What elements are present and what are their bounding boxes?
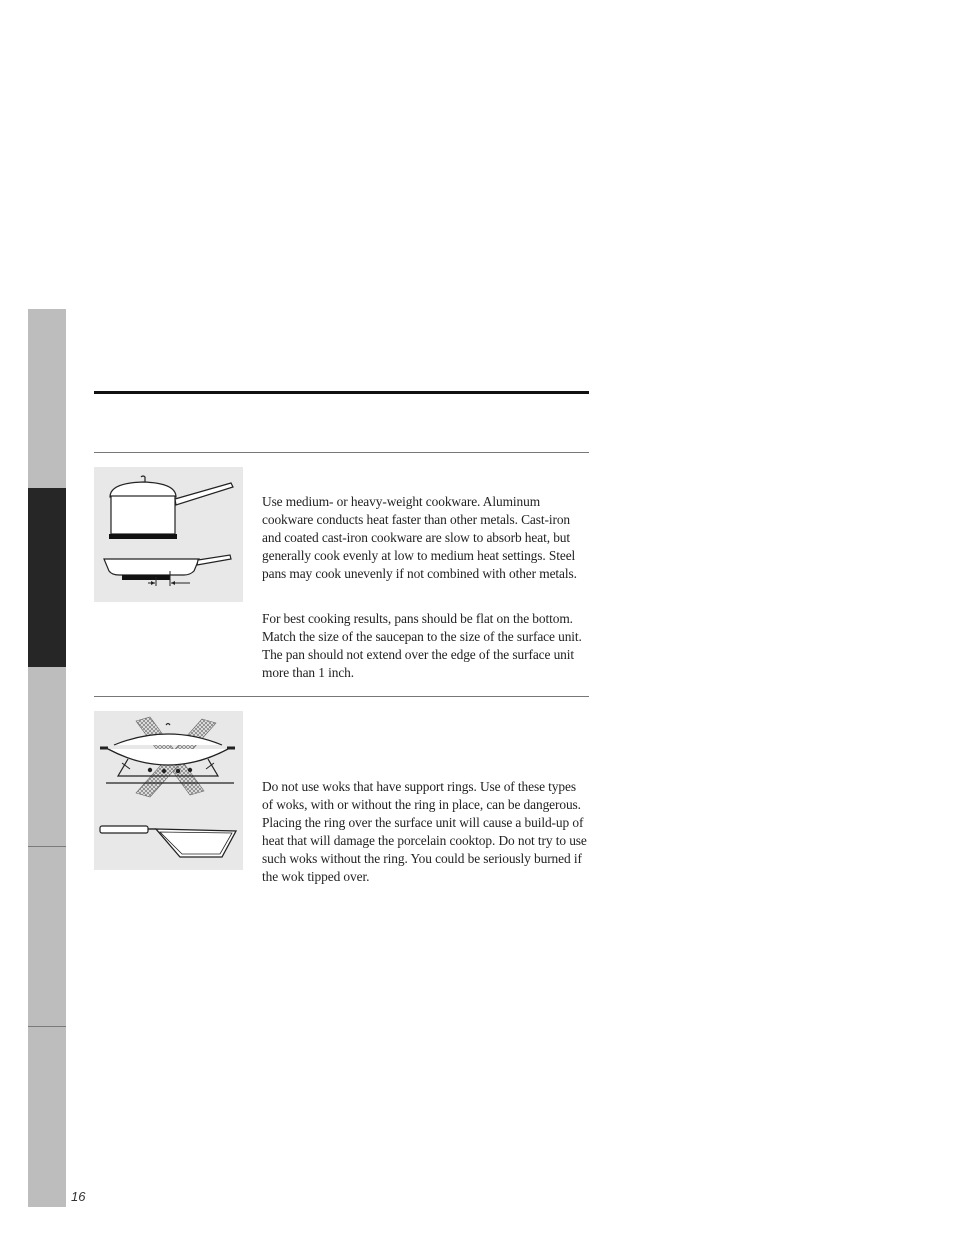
cookware-illustration (94, 467, 243, 602)
cookware-paragraph-2: For best cooking results, pans should be flat on the bottom. Match the size of the saucepan to the size of the surface unit. The pan should not extend over the edge of the surface unit more than 1 inch. (262, 611, 582, 680)
side-tab-5 (28, 1027, 66, 1207)
side-tab-active (28, 488, 66, 667)
wok-drawing (94, 711, 243, 870)
section-divider (94, 696, 589, 697)
page-number: 16 (71, 1189, 86, 1204)
side-tab-1 (28, 309, 66, 488)
saucepan-skillet-drawing (94, 467, 243, 602)
wok-paragraph: Do not use woks that have support rings. Use of these types of woks, with or without the ring in place, can be dangerous. Placing the ring over the surface unit will cause a build-up of heat that will damage the porcelain cooktop. Do not try to use such woks without the ring. You could be seriously burned if the wok tipped over. (262, 779, 587, 884)
cookware-paragraph-1: Use medium- or heavy-weight cookware. Aluminum cookware conducts heat faster than other metals. Cast-iron and coated cast-iron cookware are slow to absorb heat, but generally cook evenly at low to medium heat settings. Steel pans may cook unevenly if not combined with other metals. (262, 494, 577, 581)
section-divider (94, 452, 589, 453)
section-header-rule (94, 391, 589, 394)
side-tab-4 (28, 847, 66, 1026)
side-tab-3 (28, 667, 66, 846)
wok-illustration (94, 711, 243, 870)
